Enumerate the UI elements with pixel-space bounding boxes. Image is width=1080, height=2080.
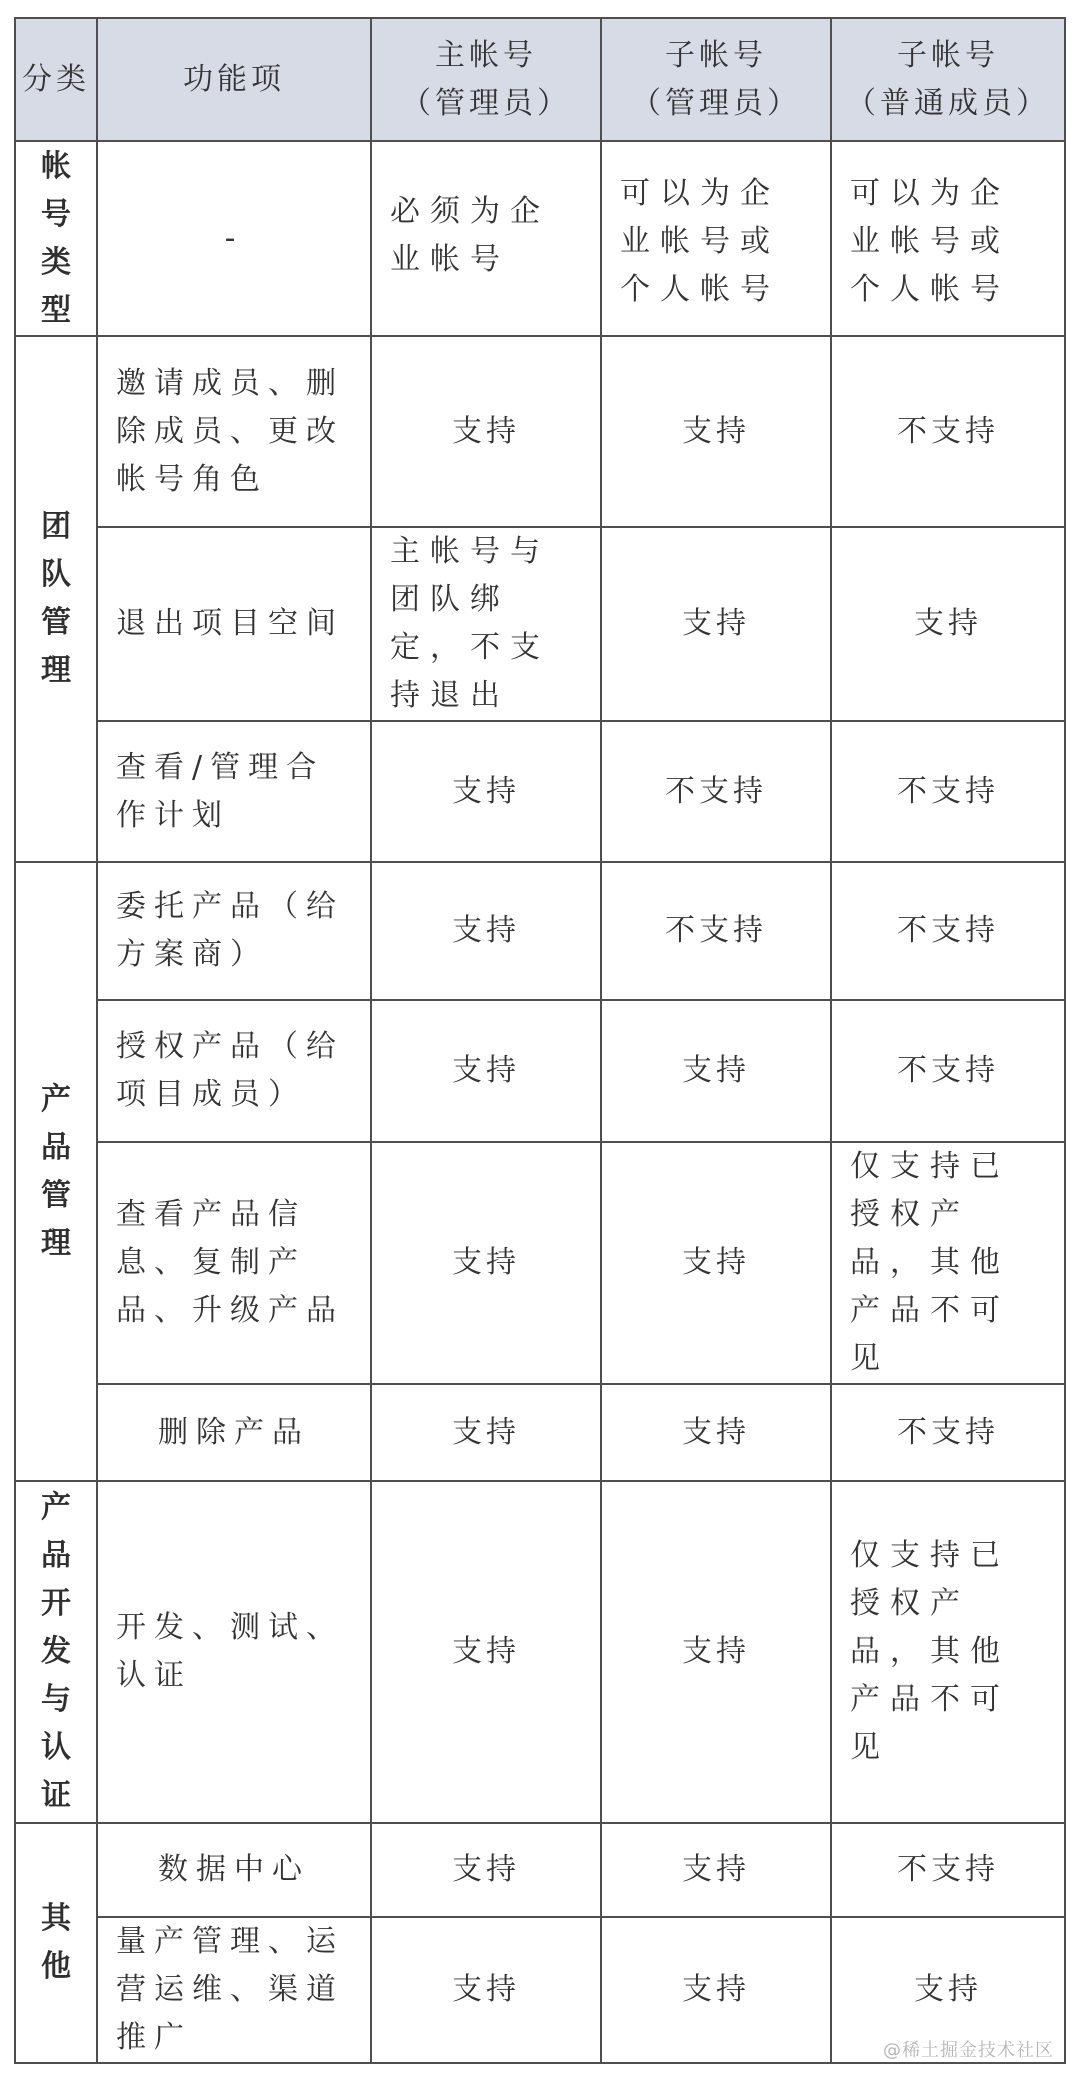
feature-cell: 删除产品 <box>97 1384 371 1481</box>
header-sub-admin-line1: 子帐号 <box>665 37 767 73</box>
table-row <box>15 721 1065 862</box>
sub-admin-cell: 支持 <box>601 1000 831 1142</box>
feature-cell: 量产管理、运营运维、渠道推广 <box>97 1917 371 2063</box>
header-main-account <box>371 18 601 141</box>
main-account-cell: 支持 <box>371 1481 601 1823</box>
category-product-management <box>15 862 97 1481</box>
main-account-cell: 支持 <box>371 1142 601 1384</box>
main-account-cell: 支持 <box>371 1823 601 1917</box>
category-char: 品 <box>41 1538 71 1573</box>
sub-member-cell: 不支持 <box>831 862 1065 1000</box>
table-row <box>15 862 1065 1000</box>
feature-cell: 开发、测试、认证 <box>97 1481 371 1823</box>
header-feature: 功能项 <box>97 18 371 141</box>
table-row <box>15 336 1065 527</box>
sub-admin-cell: 支持 <box>601 527 831 721</box>
category-char: 团 <box>41 509 71 544</box>
feature-cell: 查看产品信息、复制产品、升级产品 <box>97 1142 371 1384</box>
sub-admin-cell: 支持 <box>601 1823 831 1917</box>
table-row <box>15 1000 1065 1142</box>
category-char: 类 <box>41 244 71 280</box>
main-account-cell: 支持 <box>371 862 601 1000</box>
category-char: 管 <box>41 1177 71 1213</box>
category-char: 开 <box>41 1586 71 1621</box>
category-char: 理 <box>41 1225 71 1261</box>
category-char: 他 <box>41 1949 71 1984</box>
category-account-type <box>15 141 97 336</box>
header-main-line2: （管理员） <box>401 85 571 121</box>
category-char: 认 <box>41 1730 71 1765</box>
sub-member-cell: 不支持 <box>831 721 1065 862</box>
category-char: 型 <box>41 292 71 328</box>
sub-admin-cell: 不支持 <box>601 862 831 1000</box>
sub-member-cell: 可以为企业帐号或个人帐号 <box>831 141 1065 336</box>
sub-member-cell: 不支持 <box>831 1384 1065 1481</box>
feature-cell: - <box>97 141 371 336</box>
category-char: 与 <box>41 1682 71 1717</box>
main-account-cell: 支持 <box>371 1384 601 1481</box>
sub-admin-cell: 支持 <box>601 336 831 527</box>
header-sub-member <box>831 18 1065 141</box>
sub-member-cell: 仅支持已授权产品，其他产品不可见 <box>831 1142 1065 1384</box>
feature-cell: 数据中心 <box>97 1823 371 1917</box>
main-account-cell: 支持 <box>371 721 601 862</box>
permissions-table-container <box>14 17 1064 2064</box>
sub-admin-cell: 可以为企业帐号或个人帐号 <box>601 141 831 336</box>
category-char: 发 <box>41 1634 71 1669</box>
header-category: 分类 <box>15 18 97 141</box>
sub-member-cell: 仅支持已授权产品，其他产品不可见 <box>831 1481 1065 1823</box>
sub-admin-cell: 不支持 <box>601 721 831 862</box>
main-account-cell: 支持 <box>371 336 601 527</box>
category-team-management <box>15 336 97 862</box>
sub-member-cell: 不支持 <box>831 336 1065 527</box>
category-other <box>15 1823 97 2063</box>
main-account-cell: 支持 <box>371 1000 601 1142</box>
header-main-line1: 主帐号 <box>435 37 537 73</box>
sub-member-cell: 支持 <box>831 1917 1065 2063</box>
category-char: 证 <box>41 1778 71 1813</box>
feature-cell: 委托产品（给方案商） <box>97 862 371 1000</box>
sub-member-cell: 不支持 <box>831 1000 1065 1142</box>
feature-cell: 查看/管理合作计划 <box>97 721 371 862</box>
sub-member-cell: 不支持 <box>831 1823 1065 1917</box>
header-row <box>15 18 1065 141</box>
feature-cell: 退出项目空间 <box>97 527 371 721</box>
sub-admin-cell: 支持 <box>601 1481 831 1823</box>
category-char: 帐 <box>41 148 71 184</box>
feature-cell: 邀请成员、删除成员、更改帐号角色 <box>97 336 371 527</box>
sub-admin-cell: 支持 <box>601 1384 831 1481</box>
sub-admin-cell: 支持 <box>601 1917 831 2063</box>
category-char: 号 <box>41 196 71 232</box>
main-account-cell: 主帐号与团队绑定，不支持退出 <box>371 527 601 721</box>
table-row <box>15 1481 1065 1823</box>
header-sub-admin-line2: （管理员） <box>631 85 801 121</box>
category-char: 产 <box>41 1081 71 1117</box>
permissions-table <box>14 17 1066 2064</box>
main-account-cell: 必须为企业帐号 <box>371 141 601 336</box>
category-char: 产 <box>41 1490 71 1525</box>
category-char: 品 <box>41 1129 71 1165</box>
watermark: @稀土掘金技术社区 <box>883 2040 1054 2061</box>
header-sub-admin <box>601 18 831 141</box>
category-product-dev-cert <box>15 1481 97 1823</box>
main-account-cell: 支持 <box>371 1917 601 2063</box>
table-row <box>15 527 1065 721</box>
sub-admin-cell: 支持 <box>601 1142 831 1384</box>
category-char: 其 <box>41 1901 71 1936</box>
feature-cell: 授权产品（给项目成员） <box>97 1000 371 1142</box>
header-sub-member-line1: 子帐号 <box>897 37 999 73</box>
header-sub-member-line2: （普通成员） <box>846 85 1050 121</box>
category-char: 理 <box>41 653 71 688</box>
sub-member-cell: 支持 <box>831 527 1065 721</box>
category-char: 队 <box>41 557 71 592</box>
table-row <box>15 1823 1065 1917</box>
table-row <box>15 1142 1065 1384</box>
table-row <box>15 1384 1065 1481</box>
category-char: 管 <box>41 605 71 640</box>
table-row <box>15 141 1065 336</box>
